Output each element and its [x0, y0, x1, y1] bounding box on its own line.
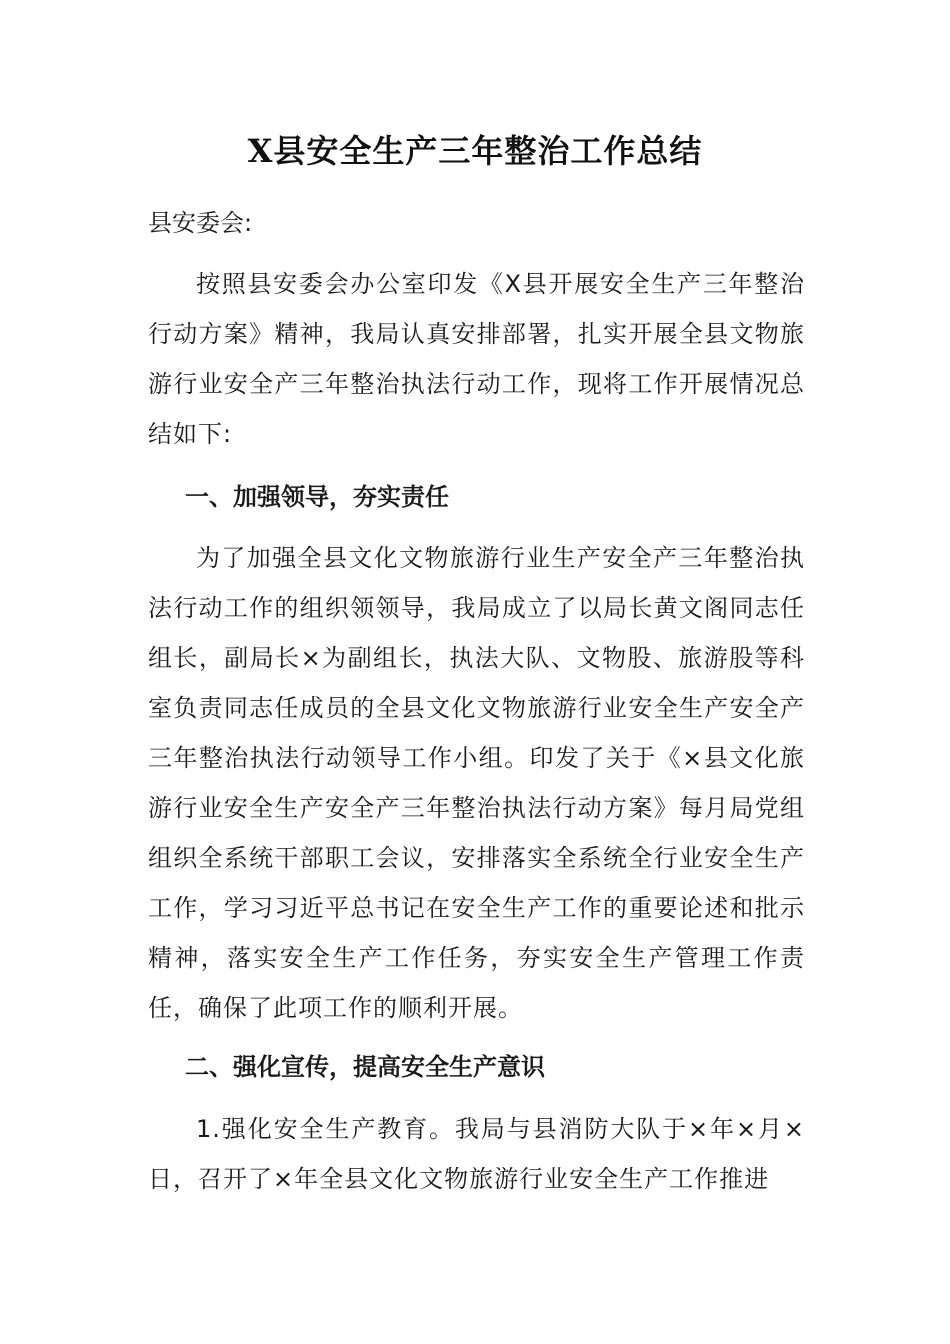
salutation: 县安委会: [148, 209, 253, 237]
paragraph-intro: 按照县安委会办公室印发《X县开展安全生产三年整治行动方案》精神，我局认真安排部署，扎实开展全县文物旅游行业安全产三年整治执法行动工作，现将工作开展情况总结如下: [148, 270, 805, 448]
paragraph-section-2: 1.强化安全生产教育。我局与县消防大队于×年×月×日，召开了×年全县文化文物旅游行业安全生产工作推进 [148, 1115, 805, 1193]
section-heading-2: 二、强化宣传，提高安全生产意识 [185, 1053, 545, 1081]
section-heading-1: 一、加强领导，夯实责任 [185, 483, 449, 511]
paragraph-section-1: 为了加强全县文化文物旅游行业生产安全产三年整治执法行动工作的组织领领导，我局成立了以局长黄文阁同志任组长，副局长×为副组长，执法大队、文物股、旅游股等科室负责同志任成员的全县文化文物旅游行业安全生产安全产三年整治执法行动领导工作小组。印发了关于《×县文化旅游行业安全生产安全产三年整治执法行动方案》每月局党组组织全系统干部职工会议，安排落实全系统全行业安全生产工作，学习习近平总书记在安全生产工作的重要论述和批示精神，落实安全生产工作任务，夯实安全生产管理工作责任，确保了此项工作的顺利开展。 [148, 544, 805, 1022]
document-title: X县安全生产三年整治工作总结 [247, 132, 703, 170]
